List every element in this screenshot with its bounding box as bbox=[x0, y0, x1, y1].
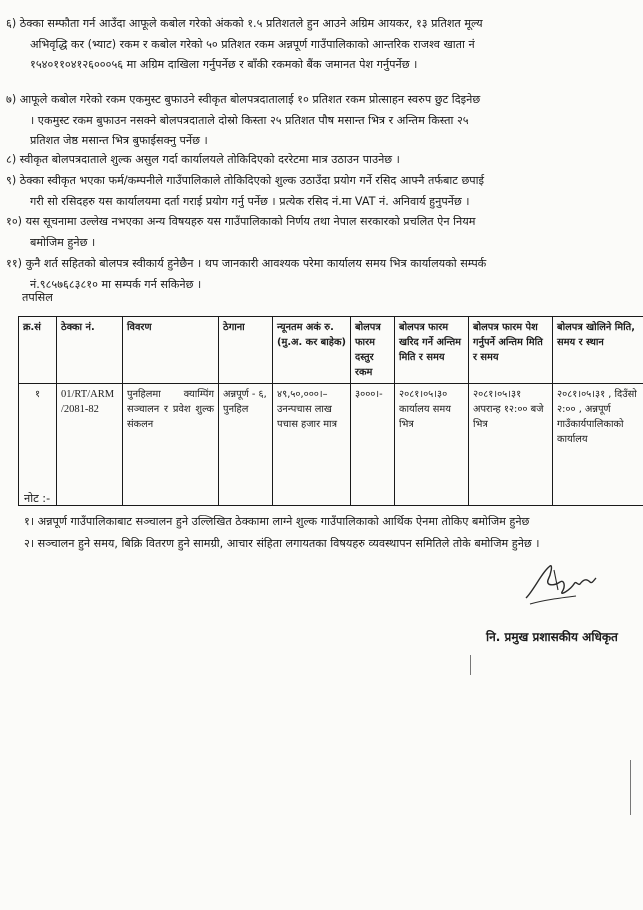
clause-text: कुनै शर्त सहितको बोलपत्र स्वीकार्य हुनेछैन । थप जानकारी आवश्यक परेमा कार्यालय समय भित्र कार्यालयको सम्पर्क bbox=[25, 257, 487, 270]
clause-text: १५४०११०४१२६०००५६ मा अग्रिम दाखिला गर्नुपर्नेछ र बाँकी रकमको बैंक जमानत पेश गर्नुपर्नेछ । bbox=[30, 58, 418, 71]
col-header-address: ठेगाना bbox=[219, 317, 273, 384]
col-header-form-fee: बोलपत्र फारम दस्तुर रकम bbox=[351, 317, 395, 384]
notes-label: नोट :- bbox=[24, 492, 51, 505]
col-header-min-amount: न्यूनतम अकं रु. (मु.अ. कर बाहेक) bbox=[273, 317, 351, 384]
cell-purchase-deadline: २०८१।०५।३० कार्यालय समय भित्र bbox=[395, 384, 469, 506]
clause-text: गरी सो रसिदहरु यस कार्यालयमा दर्ता गराई प्रयोग गर्नु पर्नेछ । प्रत्येक रसिद नं.मा VAT नं. अनिवार्य हुनुपर्नेछ । bbox=[30, 194, 470, 208]
cell-opening: २०८१।०५।३१ , दिउँसो २:०० , अन्नपूर्ण गाउँकार्यपालिकाको कार्यालय bbox=[553, 384, 643, 506]
clause-text: अभिवृद्धि कर (भ्याट) रकम र कबोल गरेको ५० प्रतिशत रकम अन्नपूर्ण गाउँपालिकाको आन्तरिक राजश्व खाता नं bbox=[30, 37, 475, 51]
cell-form-fee: ३०००।- bbox=[351, 384, 395, 506]
clause-7 bbox=[6, 90, 642, 152]
table-row bbox=[19, 384, 643, 506]
clause-text: आफूले कबोल गरेको रकम एकमुस्ट बुफाउने स्वीकृत बोलपत्रदातालाई १० प्रतिशत रकम प्रोत्साहन स्वरुप छुट दिइनेछ bbox=[19, 93, 481, 106]
cell-min-amount: ४९,५०,०००।– उनन्पचास लाख पचास हजार मात्र bbox=[273, 384, 351, 506]
clause-text: यस सूचनामा उल्लेख नभएका अन्य विषयहरु यस गाउँपालिकाको निर्णय तथा नेपाल सरकारको प्रचलित ऐन नियम bbox=[25, 215, 476, 228]
col-header-submission-deadline: बोलपत्र फारम पेश गर्नुपर्ने अन्तिम मिति र समय bbox=[469, 317, 553, 384]
clause-number: ९) bbox=[6, 174, 17, 187]
col-header-purchase-deadline: बोलपत्र फारम खरिद गर्ने अन्तिम मिति र समय bbox=[395, 317, 469, 384]
handwritten-signature bbox=[520, 560, 600, 610]
officer-title: नि. प्रमुख प्रशासकीय अधिकृत bbox=[486, 630, 618, 644]
clause-text: नं.९८५७६८३८१० मा सम्पर्क गर्न सकिनेछ । bbox=[30, 277, 202, 291]
clause-text: प्रतिशत जेष्ठ मसान्त भित्र बुफाईसक्नु पर्नेछ । bbox=[30, 134, 208, 147]
clause-text: स्वीकृत बोलपत्रदाताले शुल्क असुल गर्दा कार्यालयले तोकिदिएको दररेटमा मात्र उठाउन पाउनेछ । bbox=[19, 153, 400, 166]
col-header-description: विवरण bbox=[123, 317, 219, 384]
tender-details-table bbox=[18, 316, 643, 506]
clause-number: १०) bbox=[6, 215, 22, 228]
clause-text: ठेक्का स्वीकृत भएका फर्म/कम्पनीले गाउँपालिकाले तोकिदिएको शुल्क उठाउँदा प्रयोग गर्ने रसिद आफ्नै तर्फबाट छपाई bbox=[19, 174, 485, 187]
clause-10 bbox=[6, 212, 642, 253]
cell-serial: १ bbox=[19, 384, 57, 506]
clause-number: ८) bbox=[6, 153, 17, 166]
clause-number: ११) bbox=[6, 257, 22, 270]
col-header-contract-no: ठेक्का नं. bbox=[57, 317, 123, 384]
details-label: तपसिल bbox=[22, 291, 53, 304]
clause-number: ७) bbox=[6, 93, 17, 106]
clause-8 bbox=[6, 150, 642, 171]
cell-description: पुनहिलमा क्याम्पिंग सञ्चालन र प्रवेश शुल्क संकलन bbox=[123, 384, 219, 506]
clause-9 bbox=[6, 171, 642, 212]
clause-text: बमोजिम हुनेछ । bbox=[30, 235, 96, 249]
margin-mark bbox=[630, 760, 631, 815]
clause-text: । एकमुस्ट रकम बुफाउन नसक्ने बोलपत्रदाताले दोस्रो किस्ता २५ प्रतिशत पौष मसान्त भित्र र अन्तिम किस्ता २५ bbox=[30, 113, 469, 127]
clause-text: ठेक्का सम्फौता गर्न आउँदा आफूले कबोल गरेको अंकको १.५ प्रतिशतले हुन आउने अग्रिम आयकर, १३ प्रतिशत मूल्य bbox=[19, 17, 483, 30]
clause-11 bbox=[6, 254, 642, 295]
note-2: २। सञ्चालन हुने समय, बिक्रि वितरण हुने सामग्री, आचार संहिता लगायतका विषयहरु व्यवस्थापन समितिले तोके बमोजिम हुनेछ । bbox=[24, 537, 540, 550]
table-header-row bbox=[19, 317, 643, 384]
cell-address: अन्नपूर्ण - ६, पुनहिल bbox=[219, 384, 273, 506]
clause-6 bbox=[6, 14, 642, 76]
note-1: १। अन्नपूर्ण गाउँपालिकाबाट सञ्चालन हुने उल्लिखित ठेक्कामा लाग्ने शुल्क गाउँपालिकाको आर्थिक ऐनमा तोकिए बमोजिम हुनेछ bbox=[24, 515, 530, 528]
col-header-opening: बोलपत्र खोलिने मिति, समय र स्थान bbox=[553, 317, 643, 384]
cell-contract-no: 01/RT/ARM /2081-82 bbox=[57, 384, 123, 506]
clause-number: ६) bbox=[6, 17, 17, 30]
col-header-serial: क्र.सं bbox=[19, 317, 57, 384]
cell-submission-deadline: २०८१।०५।३१ अपरान्ह १२:०० बजे भित्र bbox=[469, 384, 553, 506]
margin-mark bbox=[470, 655, 471, 675]
